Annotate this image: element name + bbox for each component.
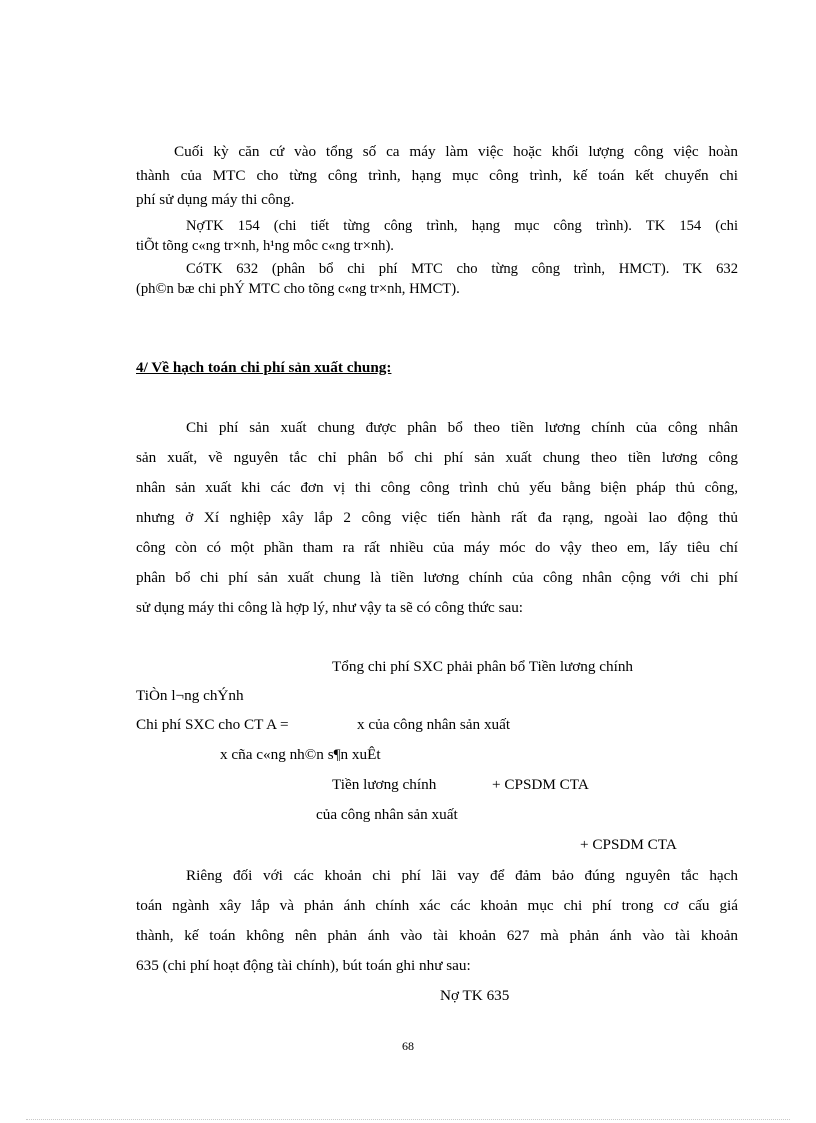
formula-denominator: Tiền lương chính <box>332 776 437 793</box>
paragraph-line: Chi phí sản xuất chung được phân bổ theo tiền lương chính của công nhân <box>186 419 738 436</box>
paragraph-line: toán ngành xây lắp và phản ánh chính xác các khoản mục chi phí trong cơ cấu giá <box>136 897 738 914</box>
formula-denominator: của công nhân sản xuất <box>316 806 458 823</box>
paragraph-line: phân bổ chi phí sản xuất chung là tiền lương chính của công nhân cộng với chi phí <box>136 569 738 586</box>
section-heading: 4/ Về hạch toán chi phí sản xuất chung: <box>136 359 392 376</box>
formula-garbled-line: x cña c«ng nh©n s¶n xuÊt <box>220 746 381 763</box>
entry-credit-line: CóTK 632 (phân bổ chi phí MTC cho từng công trình, HMCT). TK 632 <box>186 261 738 277</box>
paragraph-line: thành, kế toán không nên phản ánh vào tài khoản 627 mà phản ánh vào tài khoản <box>136 927 738 944</box>
entry-credit-line-garbled: (ph©n bæ chi phÝ MTC cho tõng c«ng tr×nh, HMCT). <box>136 281 460 297</box>
entry-final: Nợ TK 635 <box>440 987 510 1004</box>
formula-plus-term: + CPSDM CTA <box>580 836 677 853</box>
paragraph-line: phí sử dụng máy thi công. <box>136 191 295 208</box>
formula-multiplier: x của công nhân sản xuất <box>357 716 511 733</box>
formula-plus-term: + CPSDM CTA <box>492 776 589 793</box>
formula-garbled-line: TiÒn l¬ng chÝnh <box>136 687 244 704</box>
paragraph-line: thành của MTC cho từng công trình, hạng mục công trình, kế toán kết chuyển chi <box>136 167 738 184</box>
formula-numerator: Tổng chi phí SXC phải phân bổ Tiền lương chính <box>332 658 634 675</box>
paragraph-line: 635 (chi phí hoạt động tài chính), bút toán ghi như sau: <box>136 957 471 974</box>
paragraph-line: Cuối kỳ căn cứ vào tổng số ca máy làm việc hoặc khối lượng công việc hoàn <box>174 143 738 160</box>
paragraph-line: sản xuất, về nguyên tắc chỉ phân bổ chi phí sản xuất chung theo tiền lương công <box>136 449 738 466</box>
page-number: 68 <box>402 1039 414 1053</box>
paragraph-line: nhân sản xuất khi các đơn vị thi công công trình chủ yếu bằng biện pháp thủ công, <box>136 479 738 496</box>
paragraph-line: sử dụng máy thi công là hợp lý, như vậy ta sẽ có công thức sau: <box>136 599 524 616</box>
page-divider <box>26 1119 790 1120</box>
paragraph-line: Riêng đối với các khoản chi phí lãi vay để đảm bảo đúng nguyên tắc hạch <box>186 867 738 884</box>
entry-debit-line-garbled: tiÕt tõng c«ng tr×nh, h¹ng môc c«ng tr×nh). <box>136 238 394 254</box>
entry-debit-line: NợTK 154 (chi tiết từng công trình, hạng mục công trình). TK 154 (chi <box>186 218 738 234</box>
paragraph-line: nhưng ở Xí nghiệp xây lắp 2 công việc tiến hành rất đa rạng, ngoài lao động thủ <box>136 509 738 526</box>
formula-lhs: Chi phí SXC cho CT A = <box>136 716 289 733</box>
paragraph-line: công còn có một phần tham ra rất nhiều của máy móc do vậy theo em, lấy tiêu chí <box>136 539 738 556</box>
